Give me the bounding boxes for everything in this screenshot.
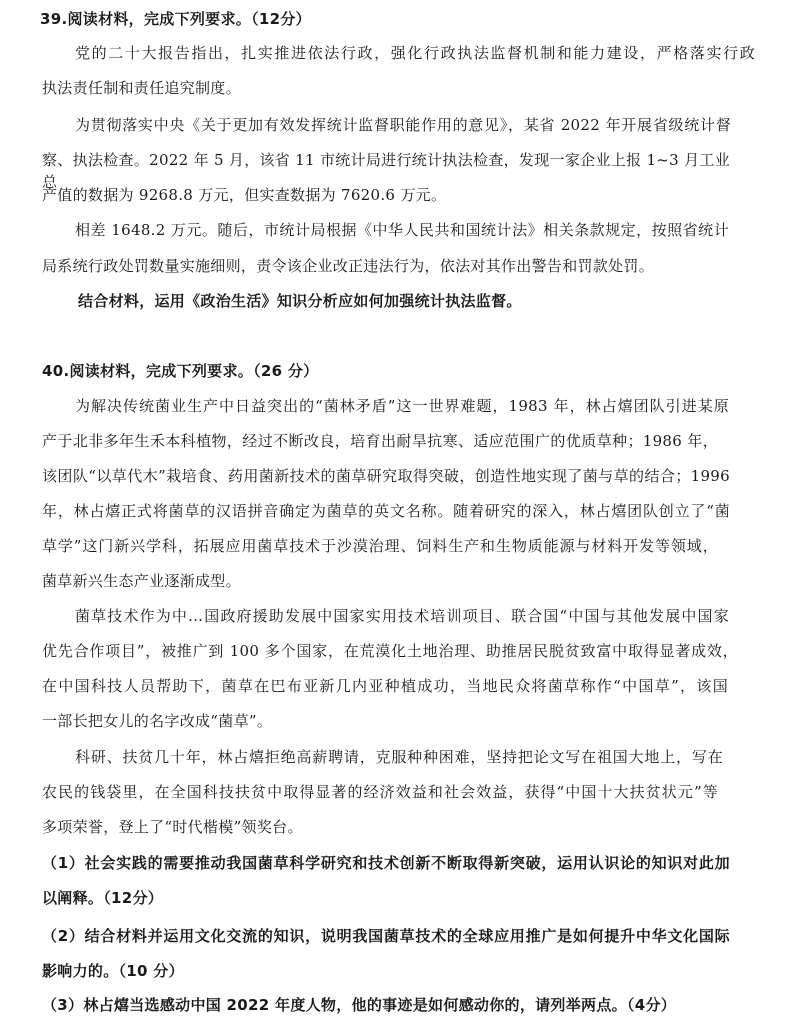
q39-material-line: 察、执法检查。2022 年 5 月，该省 11 市统计局进行统计执法检查，发现一家企业上报 1~3 月工业总: [42, 151, 730, 191]
q40-material-line: 为解决传统菌业生产中日益突出的“菌林矛盾”这一世界难题，1983 年，林占熺团队引进某原: [75, 397, 729, 415]
q39-material-line: 党的二十大报告指出，扎实推进依法行政，强化行政执法监督机制和能力建设，严格落实行政: [75, 44, 755, 62]
q40-subquestion-3: （3）林占熺当选感动中国 2022 年度人物，他的事迹是如何感动你的，请列举两点。（4分）: [42, 996, 677, 1014]
q40-subquestion-2: （2）结合材料并运用文化交流的知识，说明我国菌草技术的全球应用推广是如何提升中华文化国际: [42, 927, 730, 945]
q40-material-line: 菌草新兴生态产业逐渐成型。: [42, 572, 241, 590]
q40-material-line: 多项荣誉，登上了“时代楷模”领奖台。: [42, 818, 303, 836]
q40-material-line: 优先合作项目”，被推广到 100 多个国家，在荒漠化土地治理、助推居民脱贫致富中取得显著成效，: [42, 642, 738, 660]
q40-material-line: 该团队“以草代木”栽培食、药用菌新技术的菌草研究取得突破，创造性地实现了菌与草的结合；1996: [42, 467, 730, 485]
q40-material-line: 在中国科技人员帮助下，菌草在巴布亚新几内亚种植成功，当地民众将菌草称作“中国草”，该国: [42, 677, 728, 695]
q40-subquestion-1: 以阐释。（12分）: [42, 889, 164, 907]
q39-material-line: 产值的数据为 9268.8 万元，但实查数据为 7620.6 万元。: [42, 186, 447, 204]
q40-subquestion-2: 影响力的。（10 分）: [42, 962, 184, 980]
q39-material-line: 局系统行政处罚数量实施细则，责令该企业改正违法行为，依法对其作出警告和罚款处罚。: [42, 257, 655, 275]
q40-material-line: 产于北非多年生禾本科植物，经过不断改良，培育出耐旱抗寒、适应范围广的优质草种；1986 年，: [42, 432, 718, 450]
q40-material-line: 年，林占熺正式将菌草的汉语拼音确定为菌草的英文名称。随着研究的深入，林占熺团队创立了“菌: [42, 502, 730, 520]
q40-material-line: 科研、扶贫几十年，林占熺拒绝高薪聘请，克服种种困难，坚持把论文写在祖国大地上，写在: [75, 748, 723, 766]
q39-material-line: 执法责任制和责任追究制度。: [42, 79, 241, 97]
q40-material-line: 一部长把女儿的名字改成“菌草”。: [42, 712, 273, 730]
q40-material-line: 农民的钱袋里，在全国科技扶贫中取得显著的经济效益和社会效益，获得“中国十大扶贫状元”等: [42, 783, 718, 801]
q40-material-line: 草学”这门新兴学科，拓展应用菌草技术于沙漠治理、饲料生产和生物质能源与材料开发等领域，: [42, 537, 718, 555]
q39-task: 结合材料，运用《政治生活》知识分析应如何加强统计执法监督。: [78, 292, 522, 310]
q39-heading: 39.阅读材料，完成下列要求。（12分）: [40, 10, 311, 28]
q40-heading: 40.阅读材料，完成下列要求。（26 分）: [42, 362, 319, 380]
q40-material-line: 菌草技术作为中…国政府援助发展中国家实用技术培训项目、联合国“中国与其他发展中国家: [75, 607, 729, 625]
q39-material-line: 为贯彻落实中央《关于更加有效发挥统计监督职能作用的意见》，某省 2022 年开展省级统计督: [75, 116, 731, 134]
q39-material-line: 相差 1648.2 万元。随后，市统计局根据《中华人民共和国统计法》相关条款规定，按照省统计: [75, 221, 729, 239]
q40-subquestion-1: （1）社会实践的需要推动我国菌草科学研究和技术创新不断取得新突破，运用认识论的知识对此加: [42, 854, 730, 872]
